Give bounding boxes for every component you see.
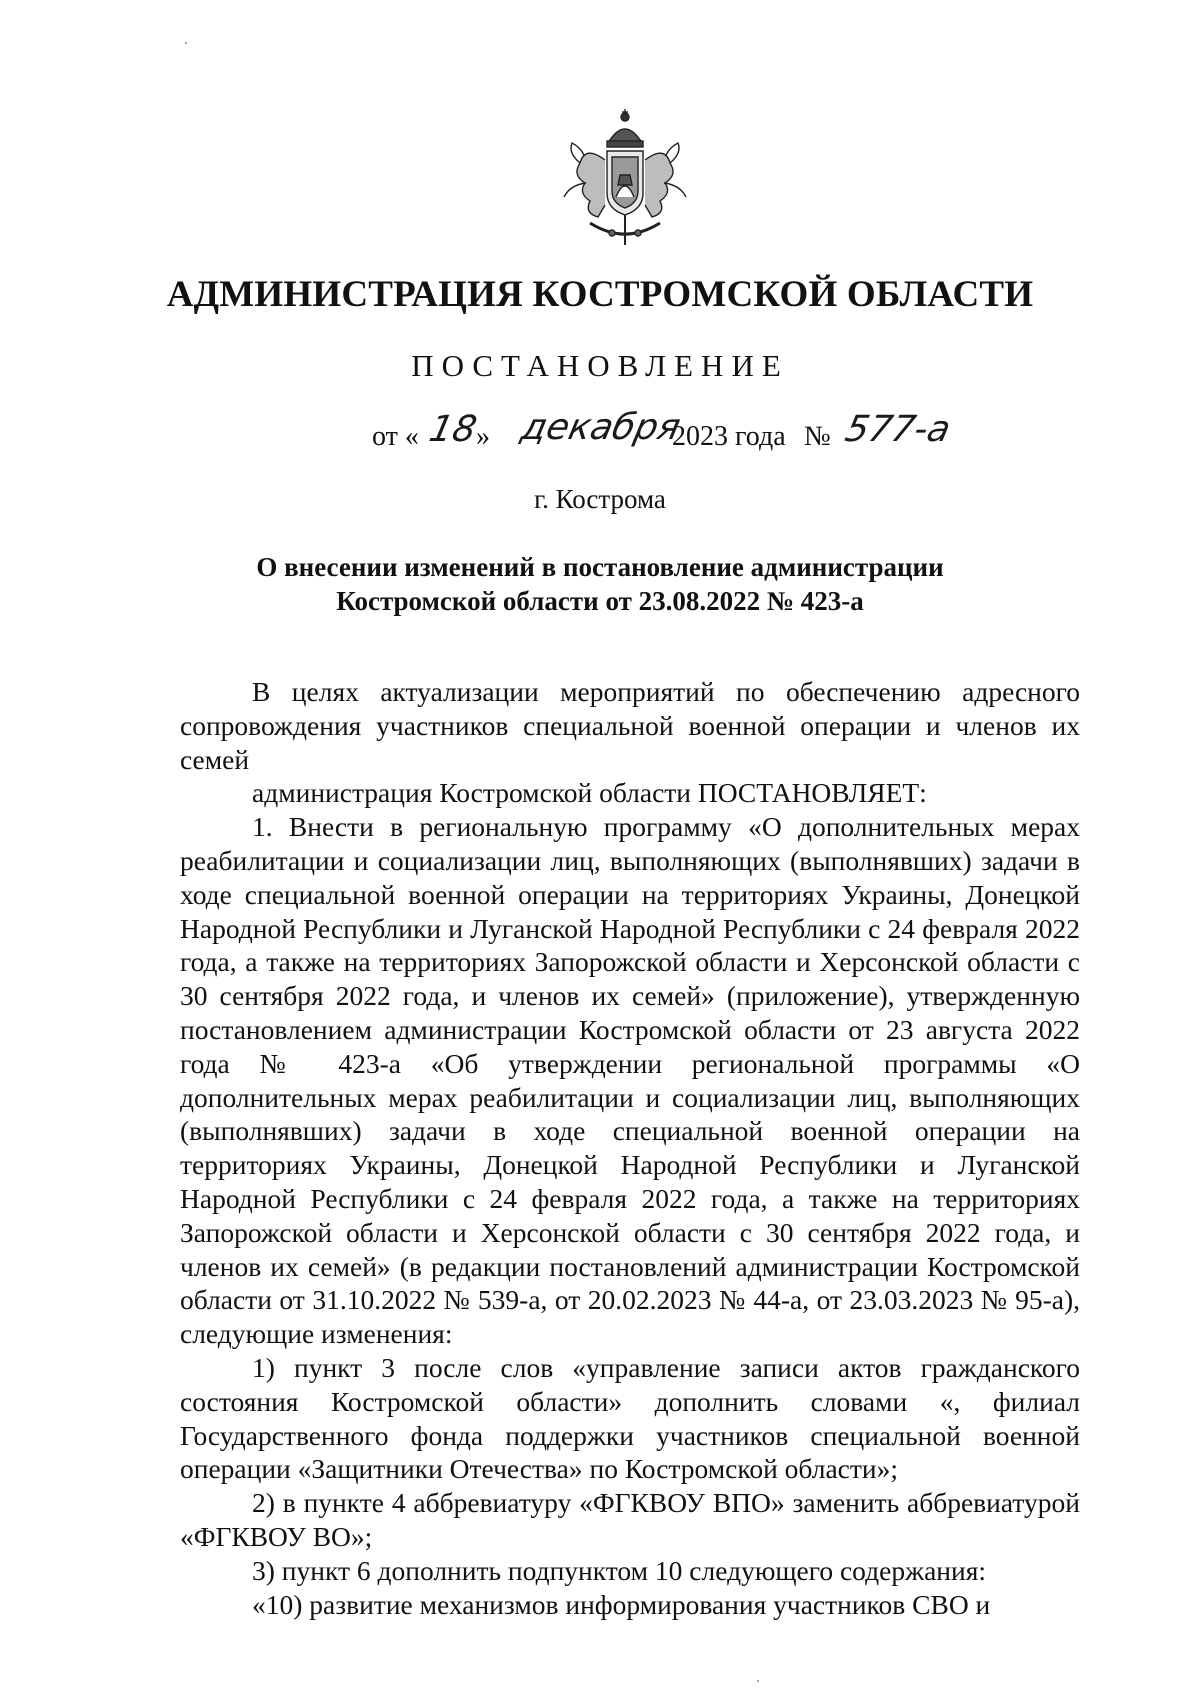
paragraph-resolves: администрация Костромской области ПОСТАНОВЛЯЕТ: [252, 777, 927, 809]
date-year: 2023 года [672, 421, 786, 452]
title-line-1: О внесении изменений в постановление администрации [256, 552, 944, 582]
handwritten-number: 577-а [841, 409, 955, 450]
date-number-line [372, 407, 1072, 467]
document-type: ПОСТАНОВЛЕНИЕ [411, 348, 789, 383]
paragraph-subitem-2: 2) в пункте 4 аббревиатуру «ФГКВОУ ВПО» заменить аббревиатурой «ФГКВОУ ВО»; [180, 1487, 1080, 1552]
organization-name: АДМИНИСТРАЦИЯ КОСТРОМСКОЙ ОБЛАСТИ [166, 274, 1034, 315]
date-quote-close: » [476, 421, 490, 452]
title-line-2: Костромской области от 23.08.2022 № 423-а [336, 586, 864, 616]
document-title [0, 550, 1200, 618]
document-body [180, 675, 1080, 1621]
handwritten-day: 18 [425, 409, 481, 450]
number-sign: № [804, 421, 831, 452]
paragraph-subitem-3: 3) пункт 6 дополнить подпунктом 10 следующего содержания: [252, 1554, 987, 1586]
scan-artifact [185, 42, 187, 44]
coat-of-arms-emblem [550, 105, 700, 255]
paragraph-item-1: 1. Внести в региональную программу «О дополнительных мерах реабилитации и социализации лиц, выполняющих (выполнявших) задачи в ходе специальной военной операции на территориях Украины, Донецкой Народной Республики и Луганской Народной Республики с 24 февраля 2022 года, а также на территориях Запорожской области и Херсонской области с 30 сентября 2022 года, и членов их семей» (приложение), утвержденную постановлением администрации Костромской области от 23 августа 2022 года № 423-а «Об утверждении региональной программы «О дополнительных мерах реабилитации и социализации лиц, выполняющих (выполнявших) задачи в ходе специальной военной операции на территориях Украины, Донецкой Народной Республики и Луганской Народной Республики с 24 февраля 2022 года, а также на территориях Запорожской области и Херсонской области с 30 сентября 2022 года, и членов их семей» (в редакции постановлений администрации Костромской области от 31.10.2022 № 539-а, от 20.02.2023 № 44-а, от 23.03.2023 № 95-а), следующие изменения: [180, 811, 1080, 1350]
handwritten-month: декабря [517, 407, 684, 448]
city-name: г. Кострома [534, 484, 666, 514]
paragraph-quote-10: «10) развитие механизмов информирования участников СВО и [252, 1588, 991, 1620]
paragraph-subitem-1: 1) пункт 3 после слов «управление записи актов гражданского состояния Костромской области» дополнить словами «, филиал Государственного фонда поддержки участников специальной военной операции «Защитники Отечества» по Костромской области»; [180, 1351, 1080, 1485]
date-prefix: от « [372, 421, 419, 452]
scan-artifact [757, 1680, 759, 1682]
paragraph-preamble: В целях актуализации мероприятий по обеспечению адресного сопровождения участников специальной военной операции и членов их семей [180, 676, 1080, 775]
